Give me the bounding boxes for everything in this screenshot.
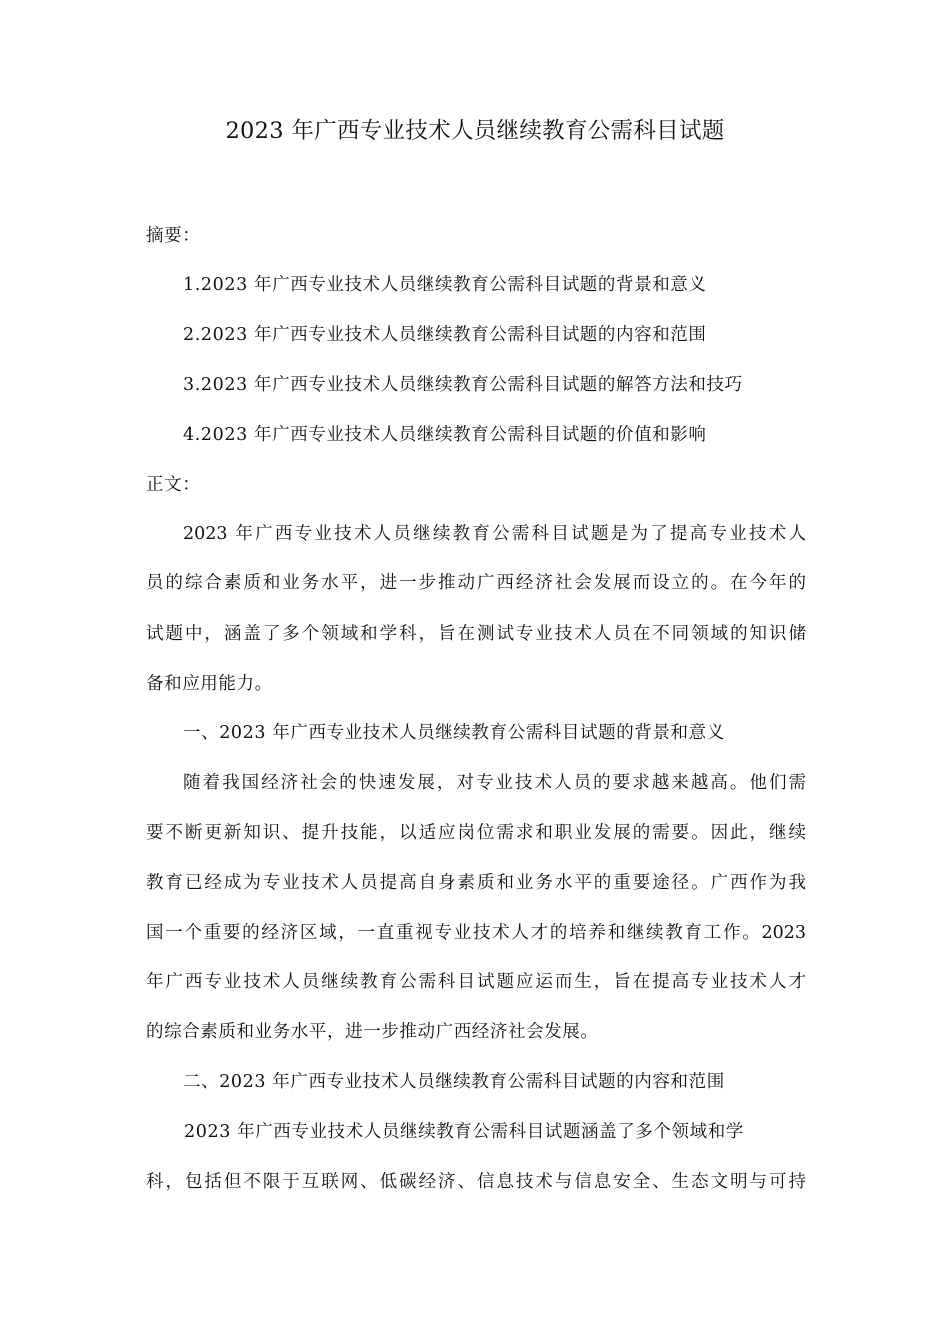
abstract-label: 摘要： [146, 226, 201, 246]
paragraph-line: 试题中，涵盖了多个领域和学科，旨在测试专业技术人员在不同领域的知识储 [146, 624, 806, 644]
paragraph-line: 教育已经成为专业技术人员提高自身素质和业务水平的重要途径。广西作为我 [146, 873, 806, 893]
abstract-item: 3.2023 年广西专业技术人员继续教育公需科目试题的解答方法和技巧 [183, 375, 743, 395]
paragraph-line: 国一个重要的经济区域，一直重视专业技术人才的培养和继续教育工作。2023 [146, 923, 806, 943]
paragraph-line: 年广西专业技术人员继续教育公需科目试题应运而生，旨在提高专业技术人才 [146, 972, 806, 992]
paragraph-line: 备和应用能力。 [146, 674, 273, 694]
abstract-item: 4.2023 年广西专业技术人员继续教育公需科目试题的价值和影响 [183, 425, 707, 445]
paragraph-line: 2023 年广西专业技术人员继续教育公需科目试题是为了提高专业技术人 [183, 524, 806, 544]
paragraph-line: 科，包括但不限于互联网、低碳经济、信息技术与信息安全、生态文明与可持 [146, 1172, 806, 1192]
section-heading: 一、2023 年广西专业技术人员继续教育公需科目试题的背景和意义 [183, 723, 725, 743]
document-title: 2023 年广西专业技术人员继续教育公需科目试题 [225, 118, 725, 144]
section-heading: 二、2023 年广西专业技术人员继续教育公需科目试题的内容和范围 [183, 1072, 725, 1092]
paragraph-line: 员的综合素质和业务水平，进一步推动广西经济社会发展而设立的。在今年的 [146, 573, 806, 593]
paragraph-line: 随着我国经济社会的快速发展，对专业技术人员的要求越来越高。他们需 [183, 773, 806, 793]
paragraph-line: 的综合素质和业务水平，进一步推动广西经济社会发展。 [146, 1022, 599, 1042]
paragraph-line: 要不断更新知识、提升技能，以适应岗位需求和职业发展的需要。因此，继续 [146, 823, 806, 843]
paragraph-line: 2023 年广西专业技术人员继续教育公需科目试题涵盖了多个领域和学 [184, 1122, 744, 1142]
body-label: 正文： [146, 475, 201, 495]
abstract-item: 2.2023 年广西专业技术人员继续教育公需科目试题的内容和范围 [183, 325, 707, 345]
abstract-item: 1.2023 年广西专业技术人员继续教育公需科目试题的背景和意义 [183, 275, 707, 295]
